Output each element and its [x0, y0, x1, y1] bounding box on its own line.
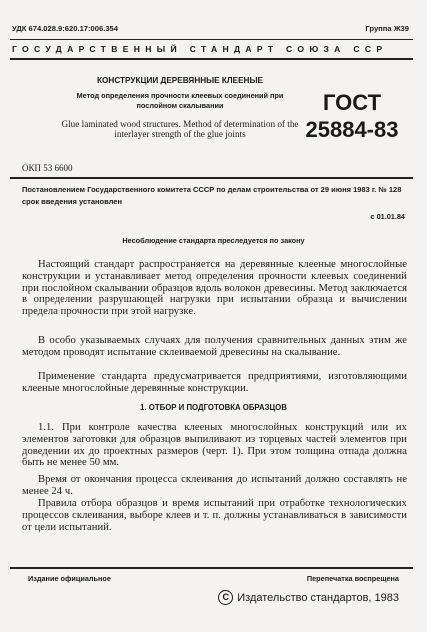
footer-divider [10, 567, 413, 569]
section-title: 1. ОТБОР И ПОДГОТОВКА ОБРАЗЦОВ [140, 403, 287, 412]
title-divider [10, 177, 413, 179]
english-subtitle: Glue laminated wood structures. Method of determination of the interlayer strength of the glue joints [61, 119, 299, 139]
okp-code: ОКП 53 6600 [22, 163, 73, 173]
reprint-prohibited-label: Перепечатка воспрещена [306, 574, 399, 583]
copyright-line [218, 590, 399, 605]
document-title-block [60, 76, 300, 139]
comparison-paragraph: В особо указываемых случаях для получения сравнительных данных этим же методом проводят испытание склеиваемой древесины на скалывание. [22, 335, 407, 358]
gost-designation [300, 92, 404, 142]
udk-code: УДК 674.028.9:620.17:006.354 [12, 24, 119, 33]
copyright-text: Издательство стандартов, 1983 [237, 591, 399, 604]
sampling-rules-paragraph: Правила отбора образцов и время испытаний при отработке технологических процессов склеивания, выборе клеев и т. п. должны устанавливаться в зависимости от цели испытаний. [22, 498, 407, 533]
decree-text: Постановлением Государственного комитета СССР по делам строительства от 29 июня 1983 г. № 128 срок введения установлен [22, 185, 402, 206]
russian-subtitle: Метод определения прочности клеевых соединений при послойном скалывании [76, 91, 284, 110]
standard-title: ГОСУДАРСТВЕННЫЙ СТАНДАРТ СОЮЗА ССР [12, 44, 388, 54]
intro-paragraph: Настоящий стандарт распространяется на деревянные клееные многослойные конструкции и устанавливает метод определения прочности клеевых соединений при послойном скалывании образцов вдоль волокон древесины. Метод заключается в определении разрушающей нагрузки при испытании образца и вычислении предела прочности при этой нагрузке. [22, 259, 407, 318]
russian-title: КОНСТРУКЦИИ ДЕРЕВЯННЫЕ КЛЕЕНЫЕ [97, 76, 263, 85]
application-paragraph: Применение стандарта предусматривается предприятиями, изготовляющими клееные многослойные деревянные конструкции. [22, 371, 407, 394]
violation-notice: Несоблюдение стандарта преследуется по закону [122, 236, 305, 245]
gost-label: ГОСТ [322, 90, 382, 115]
effective-date: с 01.01.84 [370, 212, 405, 221]
gost-number: 25884-83 [305, 117, 399, 142]
official-edition-label: Издание официальное [28, 574, 111, 583]
copyright-icon: C [218, 590, 233, 605]
top-divider [10, 39, 413, 40]
clause-1-1: 1.1. При контроле качества клееных многослойных конструкций или их элементов заготовки для образцов выпиливают из торцевых частей элементов при доведении их до проектных размеров (черт. 1). При этом толщина отпада должна быть не менее 50 мм. [22, 422, 407, 469]
group-code: Группа Ж39 [365, 24, 409, 33]
header-row [12, 24, 409, 36]
header-divider [10, 58, 413, 60]
gluing-time-paragraph: Время от окончания процесса склеивания до испытаний должно составлять не менее 24 ч. [22, 474, 407, 497]
